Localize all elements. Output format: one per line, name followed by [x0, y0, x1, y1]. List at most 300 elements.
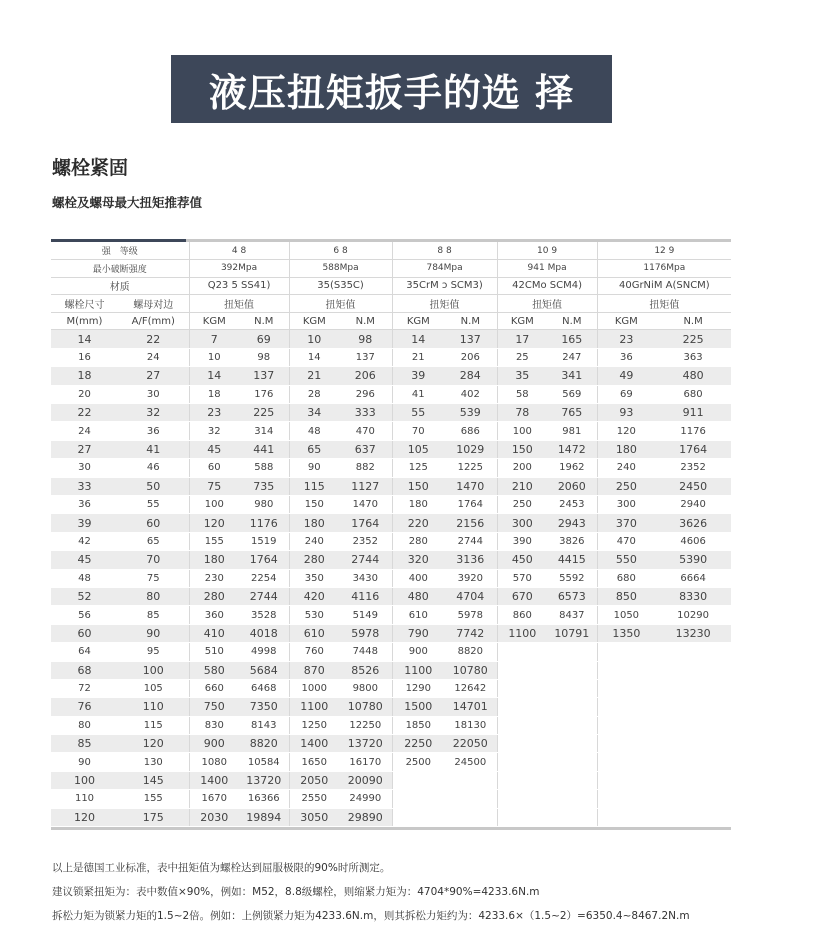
nm-cell: 8526 [339, 661, 392, 679]
nm-cell: 1470 [444, 477, 497, 495]
table-bottom-rule [51, 827, 731, 830]
nm-cell: 1472 [547, 440, 597, 458]
nm-cell: 2744 [339, 551, 392, 569]
kgm-cell [597, 643, 655, 661]
nm-cell: 9800 [339, 679, 392, 697]
nut-af-cell: 95 [118, 643, 189, 661]
kgm-cell: 75 [189, 477, 239, 495]
nm-unit: N.M [547, 312, 597, 330]
kgm-cell: 180 [392, 495, 444, 513]
kgm-cell: 240 [289, 532, 339, 550]
kgm-cell: 850 [597, 587, 655, 605]
nm-cell: 569 [547, 385, 597, 403]
kgm-cell: 120 [189, 514, 239, 532]
kgm-cell: 21 [289, 367, 339, 385]
torque-label: 扭矩值 [289, 295, 392, 313]
nut-af-cell: 30 [118, 385, 189, 403]
nm-cell: 1764 [444, 495, 497, 513]
nut-af-cell: 85 [118, 606, 189, 624]
nut-af-cell: 46 [118, 459, 189, 477]
nm-cell [655, 698, 731, 716]
nm-cell: 7448 [339, 643, 392, 661]
bolt-size-cell: 56 [51, 606, 118, 624]
nm-cell: 333 [339, 404, 392, 422]
bolt-size-cell: 45 [51, 551, 118, 569]
kgm-cell: 480 [392, 587, 444, 605]
nm-cell [547, 643, 597, 661]
nm-cell: 7742 [444, 624, 497, 642]
table-row [51, 459, 731, 477]
nm-cell: 137 [239, 367, 289, 385]
nm-unit: N.M [339, 312, 392, 330]
material-cell: 40GrNiM A(SNCM) [597, 277, 731, 295]
kgm-cell: 510 [189, 643, 239, 661]
table-row [51, 514, 731, 532]
kgm-cell: 14 [189, 367, 239, 385]
nm-cell: 5390 [655, 551, 731, 569]
torque-label: 扭矩值 [597, 295, 731, 313]
nm-cell: 5149 [339, 606, 392, 624]
nut-af-cell: 24 [118, 348, 189, 366]
nm-cell: 8143 [239, 716, 289, 734]
nm-cell: 441 [239, 440, 289, 458]
nm-unit: N.M [239, 312, 289, 330]
nut-af-cell: 65 [118, 532, 189, 550]
nut-af-cell: 55 [118, 495, 189, 513]
kgm-cell: 320 [392, 551, 444, 569]
kgm-cell: 280 [289, 551, 339, 569]
torque-label: 扭矩值 [497, 295, 597, 313]
kgm-cell: 610 [289, 624, 339, 642]
kgm-unit: KGM [597, 312, 655, 330]
notes [52, 856, 690, 928]
nm-cell: 165 [547, 330, 597, 348]
material-cell: 35CrM ɔ SCM3) [392, 277, 497, 295]
nm-cell: 8820 [239, 735, 289, 753]
nut-af-unit: A/F(mm) [118, 312, 189, 330]
kgm-cell: 1100 [289, 698, 339, 716]
bolt-size-cell: 85 [51, 735, 118, 753]
nm-cell: 18130 [444, 716, 497, 734]
kgm-cell: 17 [497, 330, 547, 348]
torque-label: 扭矩值 [189, 295, 289, 313]
nm-cell [444, 808, 497, 826]
kgm-cell: 550 [597, 551, 655, 569]
kgm-cell: 78 [497, 404, 547, 422]
nm-cell: 1029 [444, 440, 497, 458]
nm-cell: 3826 [547, 532, 597, 550]
nut-af-cell: 175 [118, 808, 189, 826]
kgm-cell: 34 [289, 404, 339, 422]
kgm-cell: 360 [189, 606, 239, 624]
table-row [51, 367, 731, 385]
nm-cell: 5978 [339, 624, 392, 642]
kgm-cell: 900 [189, 735, 239, 753]
nm-cell: 4018 [239, 624, 289, 642]
nm-cell [655, 679, 731, 697]
nm-cell: 539 [444, 404, 497, 422]
nm-cell: 16170 [339, 753, 392, 771]
nut-af-cell: 80 [118, 587, 189, 605]
kgm-cell: 65 [289, 440, 339, 458]
nm-cell: 8820 [444, 643, 497, 661]
table-row [51, 735, 731, 753]
bolt-size-label: 螺栓尺寸 [51, 295, 118, 313]
nut-af-cell: 120 [118, 735, 189, 753]
kgm-cell: 280 [189, 587, 239, 605]
nm-cell: 10780 [444, 661, 497, 679]
material-cell: 35(S35C) [289, 277, 392, 295]
torque-table [51, 242, 731, 827]
table-row [51, 477, 731, 495]
kgm-cell: 21 [392, 348, 444, 366]
kgm-cell [597, 735, 655, 753]
kgm-cell: 55 [392, 404, 444, 422]
nm-cell: 911 [655, 404, 731, 422]
nm-cell: 637 [339, 440, 392, 458]
nm-cell: 2940 [655, 495, 731, 513]
kgm-cell: 470 [597, 532, 655, 550]
kgm-cell: 790 [392, 624, 444, 642]
nm-cell: 2060 [547, 477, 597, 495]
kgm-unit: KGM [497, 312, 547, 330]
nm-cell: 12250 [339, 716, 392, 734]
bolt-size-cell: 60 [51, 624, 118, 642]
bolt-size-unit: M(mm) [51, 312, 118, 330]
kgm-cell: 2030 [189, 808, 239, 826]
kgm-cell: 870 [289, 661, 339, 679]
kgm-cell: 370 [597, 514, 655, 532]
kgm-cell: 610 [392, 606, 444, 624]
nm-cell: 1225 [444, 459, 497, 477]
nm-cell: 2453 [547, 495, 597, 513]
nut-af-cell: 100 [118, 661, 189, 679]
nm-cell [655, 808, 731, 826]
kgm-cell [597, 753, 655, 771]
header-row-material [51, 277, 731, 295]
nm-cell: 6664 [655, 569, 731, 587]
kgm-cell: 23 [597, 330, 655, 348]
bolt-size-cell: 100 [51, 771, 118, 789]
nut-af-cell: 60 [118, 514, 189, 532]
nm-cell [655, 716, 731, 734]
kgm-cell [497, 643, 547, 661]
nm-cell: 480 [655, 367, 731, 385]
nm-cell: 10780 [339, 698, 392, 716]
nm-cell: 4116 [339, 587, 392, 605]
kgm-cell: 1100 [497, 624, 547, 642]
table-row [51, 716, 731, 734]
kgm-cell: 3050 [289, 808, 339, 826]
nm-cell: 225 [655, 330, 731, 348]
grade-cell: 4 8 [189, 242, 289, 260]
kgm-cell: 1350 [597, 624, 655, 642]
nut-af-cell: 75 [118, 569, 189, 587]
nut-af-cell: 110 [118, 698, 189, 716]
table-row [51, 808, 731, 826]
kgm-cell: 93 [597, 404, 655, 422]
nm-cell: 206 [339, 367, 392, 385]
kgm-cell [497, 716, 547, 734]
section-title: 螺栓紧固 [52, 157, 129, 179]
kgm-cell: 1290 [392, 679, 444, 697]
nm-cell: 8437 [547, 606, 597, 624]
kgm-cell [597, 698, 655, 716]
nm-cell: 981 [547, 422, 597, 440]
nm-cell: 2156 [444, 514, 497, 532]
nm-cell: 6468 [239, 679, 289, 697]
kgm-cell: 1400 [289, 735, 339, 753]
kgm-cell [497, 698, 547, 716]
nut-af-label: 螺母对边 [118, 295, 189, 313]
kgm-cell: 155 [189, 532, 239, 550]
nm-cell: 10584 [239, 753, 289, 771]
kgm-cell: 32 [189, 422, 239, 440]
kgm-cell: 300 [497, 514, 547, 532]
table-row [51, 606, 731, 624]
nm-cell [547, 698, 597, 716]
nm-cell: 13230 [655, 624, 731, 642]
strength-cell: 1176Mpa [597, 260, 731, 278]
bolt-size-cell: 64 [51, 643, 118, 661]
nm-cell: 1176 [239, 514, 289, 532]
nm-cell: 12642 [444, 679, 497, 697]
grade-cell: 8 8 [392, 242, 497, 260]
bolt-size-cell: 42 [51, 532, 118, 550]
kgm-cell: 1400 [189, 771, 239, 789]
nm-cell: 5684 [239, 661, 289, 679]
kgm-cell: 180 [289, 514, 339, 532]
note-line: 拆松力矩为锁紧力矩的1.5~2倍。例如：上例锁紧力矩为4233.6N.m，则其拆松力矩约为：4233.6×（1.5~2）=6350.4~8467.2N.m [52, 910, 690, 922]
bolt-size-cell: 52 [51, 587, 118, 605]
nm-cell: 980 [239, 495, 289, 513]
kgm-cell: 2250 [392, 735, 444, 753]
torque-label: 扭矩值 [392, 295, 497, 313]
nut-af-cell: 27 [118, 367, 189, 385]
kgm-cell: 36 [597, 348, 655, 366]
nm-cell: 1962 [547, 459, 597, 477]
nm-cell: 686 [444, 422, 497, 440]
nm-cell: 22050 [444, 735, 497, 753]
kgm-cell: 280 [392, 532, 444, 550]
kgm-cell: 570 [497, 569, 547, 587]
table-row [51, 790, 731, 808]
table-row [51, 551, 731, 569]
table-row [51, 440, 731, 458]
header-row-strength [51, 260, 731, 278]
kgm-cell: 2500 [392, 753, 444, 771]
table-row [51, 495, 731, 513]
kgm-cell: 1670 [189, 790, 239, 808]
strength-label: 最小破断强度 [51, 260, 189, 278]
table-row [51, 422, 731, 440]
kgm-cell: 1500 [392, 698, 444, 716]
nm-cell: 3430 [339, 569, 392, 587]
kgm-cell: 115 [289, 477, 339, 495]
kgm-cell: 69 [597, 385, 655, 403]
kgm-cell: 28 [289, 385, 339, 403]
nm-cell: 4606 [655, 532, 731, 550]
table-row [51, 698, 731, 716]
bolt-size-cell: 33 [51, 477, 118, 495]
nut-af-cell: 50 [118, 477, 189, 495]
nm-cell: 137 [339, 348, 392, 366]
nm-cell [655, 790, 731, 808]
kgm-cell: 860 [497, 606, 547, 624]
nm-cell: 137 [444, 330, 497, 348]
kgm-cell: 680 [597, 569, 655, 587]
nm-cell: 735 [239, 477, 289, 495]
nm-cell [547, 679, 597, 697]
nm-cell [655, 643, 731, 661]
bolt-size-cell: 80 [51, 716, 118, 734]
nut-af-cell: 70 [118, 551, 189, 569]
kgm-cell: 1250 [289, 716, 339, 734]
nm-cell: 176 [239, 385, 289, 403]
nm-cell: 2352 [655, 459, 731, 477]
kgm-unit: KGM [392, 312, 444, 330]
nm-cell: 225 [239, 404, 289, 422]
kgm-cell: 70 [392, 422, 444, 440]
bolt-size-cell: 20 [51, 385, 118, 403]
nm-cell: 1764 [655, 440, 731, 458]
nm-cell [547, 808, 597, 826]
kgm-cell: 2550 [289, 790, 339, 808]
nm-cell: 10290 [655, 606, 731, 624]
nut-af-cell: 105 [118, 679, 189, 697]
nm-cell: 1176 [655, 422, 731, 440]
nm-cell [444, 771, 497, 789]
bolt-size-cell: 36 [51, 495, 118, 513]
kgm-cell [497, 790, 547, 808]
nm-cell: 3920 [444, 569, 497, 587]
bolt-size-cell: 18 [51, 367, 118, 385]
kgm-cell: 39 [392, 367, 444, 385]
nut-af-cell: 22 [118, 330, 189, 348]
kgm-cell: 90 [289, 459, 339, 477]
nut-af-cell: 155 [118, 790, 189, 808]
kgm-cell: 750 [189, 698, 239, 716]
nm-cell: 363 [655, 348, 731, 366]
nm-cell: 7350 [239, 698, 289, 716]
kgm-cell: 60 [189, 459, 239, 477]
material-label: 材质 [51, 277, 189, 295]
kgm-cell: 120 [597, 422, 655, 440]
nm-cell: 341 [547, 367, 597, 385]
nm-cell: 2352 [339, 532, 392, 550]
bolt-size-cell: 48 [51, 569, 118, 587]
nm-cell: 10791 [547, 624, 597, 642]
nm-cell: 1470 [339, 495, 392, 513]
nm-cell: 2744 [239, 587, 289, 605]
kgm-cell: 35 [497, 367, 547, 385]
kgm-cell: 25 [497, 348, 547, 366]
table-row [51, 753, 731, 771]
kgm-cell: 200 [497, 459, 547, 477]
nm-cell: 3136 [444, 551, 497, 569]
nm-cell: 69 [239, 330, 289, 348]
table-row [51, 569, 731, 587]
kgm-cell: 18 [189, 385, 239, 403]
nm-cell: 14701 [444, 698, 497, 716]
strength-cell: 392Mpa [189, 260, 289, 278]
nm-cell: 314 [239, 422, 289, 440]
bolt-size-cell: 76 [51, 698, 118, 716]
nm-cell: 1764 [339, 514, 392, 532]
nm-cell: 24500 [444, 753, 497, 771]
kgm-cell: 760 [289, 643, 339, 661]
kgm-cell: 830 [189, 716, 239, 734]
kgm-cell: 10 [289, 330, 339, 348]
torque-table-container [51, 239, 731, 830]
banner-title: 液压扭矩扳手的选 择 [208, 70, 575, 115]
nm-cell [655, 753, 731, 771]
strength-cell: 588Mpa [289, 260, 392, 278]
kgm-cell: 14 [289, 348, 339, 366]
kgm-cell: 1850 [392, 716, 444, 734]
nm-cell: 13720 [239, 771, 289, 789]
kgm-cell [597, 661, 655, 679]
kgm-cell: 2050 [289, 771, 339, 789]
kgm-cell [497, 679, 547, 697]
nut-af-cell: 32 [118, 404, 189, 422]
nm-cell: 5592 [547, 569, 597, 587]
nm-cell [547, 753, 597, 771]
kgm-cell: 530 [289, 606, 339, 624]
nut-af-cell: 41 [118, 440, 189, 458]
nut-af-cell: 90 [118, 624, 189, 642]
bolt-size-cell: 39 [51, 514, 118, 532]
kgm-cell: 580 [189, 661, 239, 679]
nm-cell: 3528 [239, 606, 289, 624]
nm-cell: 2254 [239, 569, 289, 587]
nm-cell: 1127 [339, 477, 392, 495]
kgm-cell: 10 [189, 348, 239, 366]
bolt-size-cell: 24 [51, 422, 118, 440]
table-row [51, 587, 731, 605]
kgm-cell [597, 679, 655, 697]
nm-cell: 206 [444, 348, 497, 366]
kgm-cell: 41 [392, 385, 444, 403]
table-row [51, 624, 731, 642]
nm-cell: 2943 [547, 514, 597, 532]
table-row [51, 679, 731, 697]
kgm-cell: 180 [597, 440, 655, 458]
kgm-cell: 1050 [597, 606, 655, 624]
kgm-cell: 410 [189, 624, 239, 642]
kgm-cell: 250 [597, 477, 655, 495]
kgm-cell: 210 [497, 477, 547, 495]
kgm-cell [497, 808, 547, 826]
kgm-cell: 49 [597, 367, 655, 385]
nm-cell: 5978 [444, 606, 497, 624]
kgm-cell: 220 [392, 514, 444, 532]
section-subtitle: 螺栓及螺母最大扭矩推荐值 [52, 195, 203, 210]
note-line: 以上是德国工业标准，表中扭矩值为螺栓达到屈服极限的90%时所测定。 [52, 862, 391, 874]
header-row-columns [51, 295, 731, 313]
nm-cell: 284 [444, 367, 497, 385]
nut-af-cell: 130 [118, 753, 189, 771]
nm-cell [655, 771, 731, 789]
grade-cell: 10 9 [497, 242, 597, 260]
kgm-cell: 1100 [392, 661, 444, 679]
table-row [51, 385, 731, 403]
kgm-cell: 660 [189, 679, 239, 697]
nm-unit: N.M [655, 312, 731, 330]
kgm-cell: 350 [289, 569, 339, 587]
kgm-cell: 180 [189, 551, 239, 569]
bolt-size-cell: 16 [51, 348, 118, 366]
